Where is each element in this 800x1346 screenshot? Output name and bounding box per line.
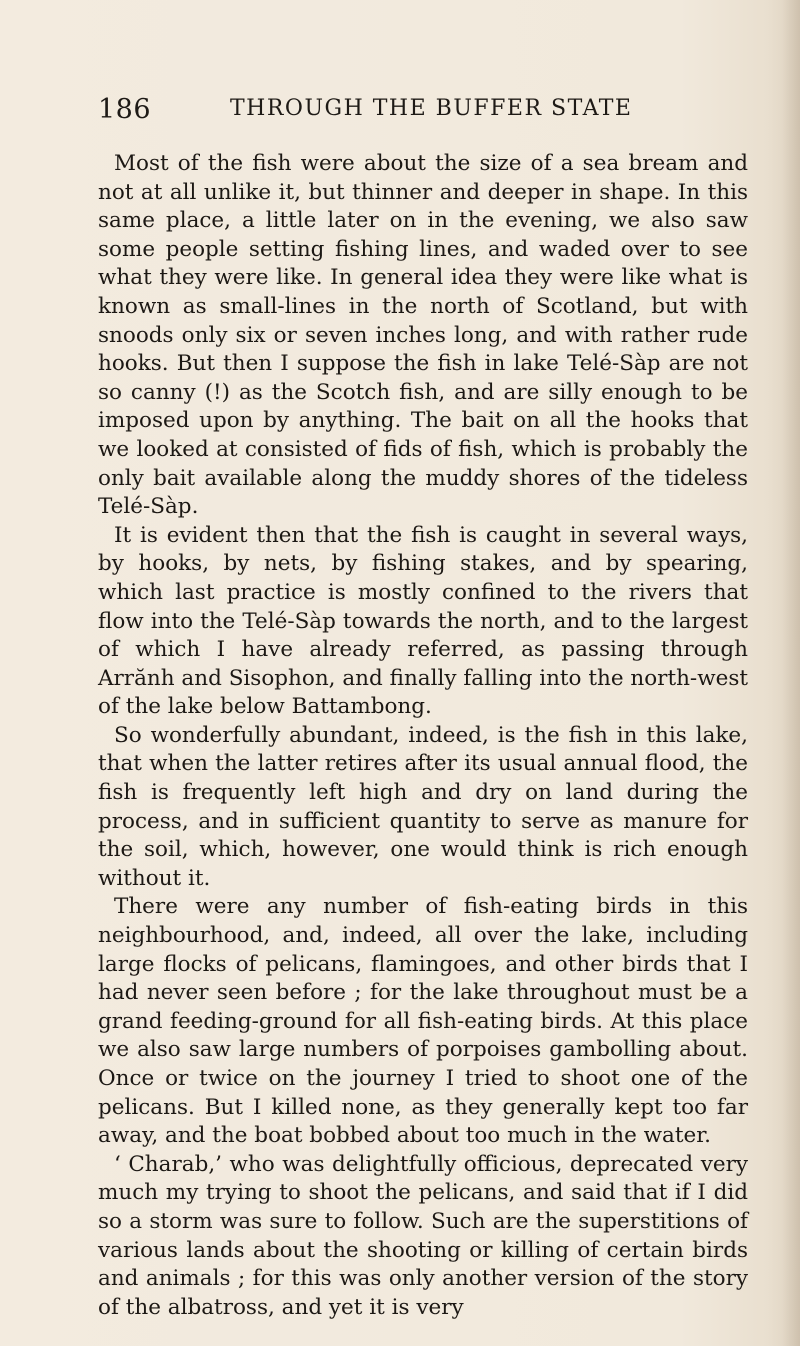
page-edge-shadow [782, 0, 800, 1346]
running-head: THROUGH THE BUFFER STATE [230, 96, 633, 121]
body-text [98, 150, 748, 1322]
page-header [98, 94, 748, 134]
paragraph-3: So wonderfully abundant, indeed, is the fish in this lake, that when the latter retires after its usual annual flood, the fish is frequently left high and dry on land during the process, and in sufficient quantity to serve as manure for the soil, which, however, one would think is rich enough without it. [98, 722, 748, 891]
paragraph-1: Most of the fish were about the size of a sea bream and not at all unlike it, but thinner and deeper in shape. In this same place, a little later on in the evening, we also saw some people setting fishing lines, and waded over to see what they were like. In general idea they were like what is known as small-lines in the north of Scotland, but with snoods only six or seven inches long, and with rather rude hooks. But then I suppose the fish in lake Telé-Sàp are not so canny (!) as the Scotch fish, and are silly enough to be imposed upon by anything. The bait on all the hooks that we looked at consisted of fids of fish, which is probably the only bait available along the muddy shores of the tideless Telé-Sàp. [98, 151, 748, 520]
paragraph-4: There were any number of fish-eating birds in this neighbourhood, and, indeed, all over the lake, including large flocks of pelicans, flamingoes, and other birds that I had never seen before ; for the lake throughout must be a grand feeding-ground for all fish-eating birds. At this place we also saw large numbers of porpoises gambolling about. Once or twice on the journey I tried to shoot one of the pelicans. But I killed none, as they generally kept too far away, and the boat bobbed about too much in the water. [98, 894, 748, 1149]
paragraph-2: It is evident then that the fish is caught in several ways, by hooks, by nets, by fishing stakes, and by spearing, which last practice is mostly confined to the rivers that flow into the Telé-Sàp towards the north, and to the largest of which I have already referred, as passing through Arrănh and Sisophon, and finally falling into the north-west of the lake below Battambong. [98, 522, 748, 720]
page-number: 186 [98, 94, 152, 125]
paragraph-5: ‘ Charab,’ who was delightfully officious, deprecated very much my trying to shoot the pelicans, and said that if I did so a storm was sure to follow. Such are the superstitions of various lands about the shooting or killing of certain birds and animals ; for this was only another version of the story of the albatross, and yet it is very [98, 1151, 748, 1320]
